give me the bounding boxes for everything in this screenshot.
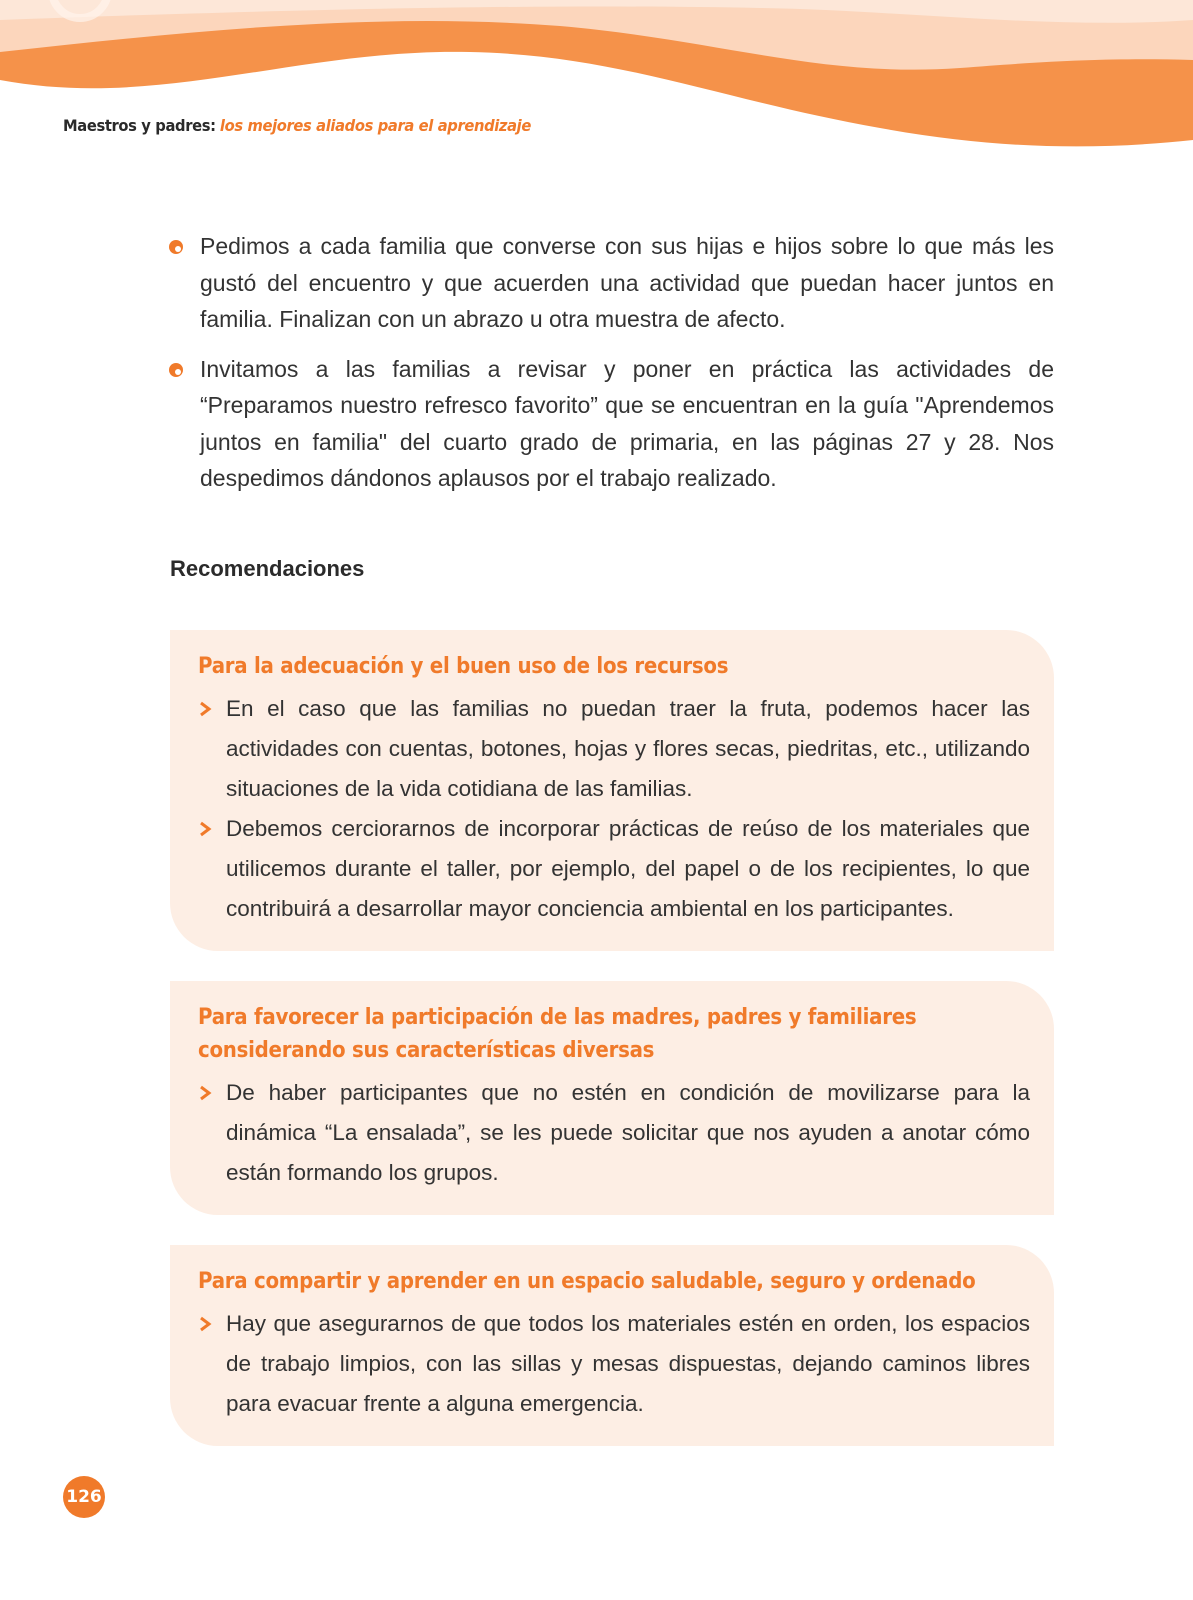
list-item bbox=[198, 1073, 1030, 1193]
box-title: Para la adecuación y el buen uso de los recursos bbox=[198, 654, 729, 679]
recommendation-box-safe-space bbox=[170, 1245, 1054, 1446]
list-item bbox=[198, 809, 1030, 929]
box-title: Para favorecer la participación de las madres, padres y familiares considerando sus características diversas bbox=[198, 1005, 917, 1063]
recommendation-box-participation bbox=[170, 981, 1054, 1215]
chevron-right-icon bbox=[198, 1085, 212, 1101]
header-subtitle: los mejores aliados para el aprendizaje bbox=[219, 116, 531, 135]
orange-bullet-icon bbox=[168, 239, 184, 255]
header-wave-decoration bbox=[0, 0, 1193, 160]
bullet-text: Pedimos a cada familia que converse con sus hijas e hijos sobre lo que más les gustó del encuentro y que acuerden una actividad que puedan hacer juntos en familia. Finalizan con un abrazo u otra muestra de afecto. bbox=[200, 233, 1054, 332]
bullet-item bbox=[168, 228, 1054, 338]
list-item-text: Debemos cerciorarnos de incorporar prácticas de reúso de los materiales que utilicemos durante el taller, por ejemplo, del papel o de los recipientes, lo que contribuirá a desarrollar mayor conciencia ambiental en los participantes. bbox=[226, 816, 1030, 921]
list-item bbox=[198, 1304, 1030, 1424]
list-item-text: En el caso que las familias no puedan traer la fruta, podemos hacer las actividades con cuentas, botones, hojas y flores secas, piedritas, etc., utilizando situaciones de la vida cotidiana de las familias. bbox=[226, 696, 1030, 801]
list-item-text: De haber participantes que no estén en condición de movilizarse para la dinámica “La ensalada”, se les puede solicitar que nos ayuden a anotar cómo están formando los grupos. bbox=[226, 1080, 1030, 1185]
chevron-right-icon bbox=[198, 701, 212, 717]
chevron-right-icon bbox=[198, 821, 212, 837]
bullet-item bbox=[168, 351, 1054, 497]
bullet-list bbox=[168, 228, 1054, 510]
box-title: Para compartir y aprender en un espacio saludable, seguro y ordenado bbox=[198, 1269, 976, 1294]
bullet-text: Invitamos a las familias a revisar y poner en práctica las actividades de “Preparamos nuestro refresco favorito” que se encuentran en la guía "Aprendemos juntos en familia" del cuarto grado de primaria, en las páginas 27 y 28. Nos despedimos dándonos aplausos por el trabajo realizado. bbox=[200, 355, 1054, 491]
chevron-right-icon bbox=[198, 1316, 212, 1332]
header-title: Maestros y padres: bbox=[63, 116, 216, 135]
list-item-text: Hay que asegurarnos de que todos los materiales estén en orden, los espacios de trabajo limpios, con las sillas y mesas dispuestas, dejando caminos libres para evacuar frente a alguna emergencia. bbox=[226, 1311, 1030, 1416]
recommendations-heading: Recomendaciones bbox=[170, 556, 365, 581]
running-header bbox=[63, 116, 531, 135]
orange-bullet-icon bbox=[168, 362, 184, 378]
list-item bbox=[198, 689, 1030, 809]
recommendation-box-resources bbox=[170, 630, 1054, 951]
page-number: 126 bbox=[63, 1476, 105, 1518]
